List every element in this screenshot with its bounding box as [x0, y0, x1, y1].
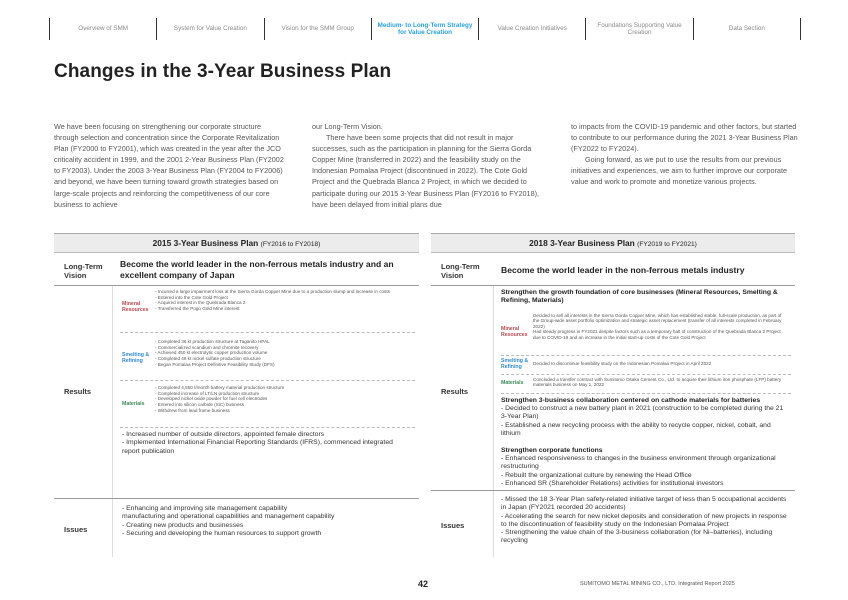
- issues-label: Issues: [441, 521, 465, 530]
- results-heading-2: Strengthen 3-business collaboration centered on cathode materials for batteries: [501, 397, 761, 404]
- plan-2018-panel: [431, 233, 795, 555]
- results-list-2: - Decided to construct a new battery plant in 2021 (construction to be completed during the 21 3-Year Plan) - Established a new recycling process with the ability to recycle copper, nickel, cobalt, and lithium: [501, 405, 784, 437]
- materials-list: Concluded a transfer contract with Sumitomo Osaka Cement Co., Ltd. to acquire their lithium iron phosphate (LFP) battery materials business on May 1, 2022: [533, 377, 782, 388]
- materials-label: Materials: [122, 401, 145, 407]
- page-number: 42: [418, 579, 429, 589]
- divider: [120, 332, 415, 333]
- mineral-list: - Incurred a large impairment loss at the Sierra Gorda Copper Mine due to a production slump and increase in costs - Entered into the Cote Gold Project - Acquired interest in the Quebrada Blanca 2 - Transferred the Pogo Gold Mine interest: [155, 289, 390, 312]
- issues-list: - Missed the 18 3-Year Plan safety-related initiative target of less than 5 occupational accidents in Japan (FY2021 recorded 20 accidents) - Accelerating the search for new nickel deposits and consideration of new projects in response to the discontinuation of feasibility study on the Indonesian Pomalaa Project - Strengthening the value chain of the 3-business collaboration (for Ni–batteries), including recycling: [501, 496, 787, 545]
- materials-list: - Completed 4,550 t/month battery material production structure - Completed increase of LT/LN production structure - Developed nickel oxide powder for fuel cell electrodes - Entered into silicon carbide (SiC) business - Withdrew from lead frame business: [155, 385, 285, 413]
- intro-text-2a: our Long-Term Vision.: [312, 122, 383, 131]
- divider: [501, 355, 791, 356]
- plan-2018-title: 2018 3-Year Business Plan: [529, 238, 635, 248]
- mineral-list: Decided to sell all interests in the Sierra Gorda Copper Mine, which has established stable, full-scale production, as part of the Group-wide asset portfolio optimization and strategic asset replacement (transfer of all interests completed in February 2022) Had steady progress in FY2021 despite factors such as a temporary halt of construction of the Quebrada Blanca 2 Project due to COVID-19 and an increase in the initial start-up costs of the Cote Gold Project: [533, 313, 782, 340]
- tab-foundations[interactable]: Foundations Supporting Value Creation: [585, 18, 692, 40]
- footer-company: SUMITOMO METAL MINING CO., LTD. Integrated Report 2025: [580, 581, 735, 587]
- intro-col-1: [54, 121, 286, 210]
- page-title: Changes in the 3-Year Business Plan: [54, 61, 392, 82]
- plan-2015-title: 2015 3-Year Business Plan: [152, 238, 259, 248]
- vision-text: Become the world leader in the non-ferrous metals industry and an excellent company of Japan: [120, 259, 394, 280]
- plan-2018-years: (FY2019 to FY2021): [637, 241, 697, 248]
- vision-label: Long-Term Vision: [441, 262, 480, 280]
- issues-label: Issues: [64, 525, 88, 534]
- vision-label: Long-Term Vision: [64, 262, 103, 280]
- vision-row: [54, 252, 419, 284]
- intro-col-3: [571, 121, 803, 188]
- divider: [120, 380, 415, 381]
- tab-vision[interactable]: Vision for the SMM Group: [264, 18, 371, 40]
- other-results: - Increased number of outside directors, appointed female directors - Implemented International Financial Reporting Standards (IFRS), commenced integrated report publication: [122, 431, 393, 455]
- divider: [501, 374, 791, 375]
- smelting-list: Decided to discontinue feasibility study on the Indonesian Pomalaa Project in April 2022: [533, 361, 712, 366]
- plan-2015-panel: [54, 233, 419, 555]
- mineral-label: Mineral Resources: [122, 301, 149, 314]
- intro-col-2: [312, 121, 544, 210]
- results-label: Results: [441, 387, 469, 396]
- smelting-label: Smelting & Refining: [122, 352, 150, 365]
- results-label: Results: [64, 387, 92, 396]
- issues-row: [54, 498, 419, 556]
- vision-text: Become the world leader in the non-ferrous metals industry: [501, 265, 745, 275]
- vision-row: [431, 252, 795, 284]
- materials-label: Materials: [501, 380, 524, 386]
- divider: [501, 393, 791, 394]
- intro-text-1: We have been focusing on strengthening our corporate structure through selection and concentration since the Corporate Revitalization Plan (FY2000 to FY2001), which was created in the year after the JCO criticality accident in 1999, and the 2001 2-Year Business Plan (FY2002 to FY2003). Under the 2003 3-Year Business Plan (FY2004 to FY2006) and beyond, we have been turning toward growth strategies based on large-scale projects and reinforcing the competitiveness of our core business to achieve: [54, 122, 284, 209]
- tab-initiatives[interactable]: Value Creation Initiatives: [478, 18, 585, 40]
- divider: [493, 286, 494, 499]
- tab-system[interactable]: System for Value Creation: [156, 18, 263, 40]
- results-heading-1: Strengthen the growth foundation of core businesses (Mineral Resources, Smelting & Refining, Materials): [501, 289, 778, 305]
- results-row: [54, 285, 419, 498]
- divider: [112, 286, 113, 499]
- plan-2015-header: [54, 234, 419, 252]
- issues-row: [431, 490, 795, 556]
- smelting-list: - Completed 36 kt production structure at Taganito HPAL - Commercialized scandium and chromite recovery - Achieved 450 kt electrolytic copper production volume - Completed 49 kt nickel sulfate production structure - Began Pomalaa Project Definitive Feasibility Study (DFS): [155, 339, 275, 367]
- results-row: [431, 285, 795, 498]
- tab-strategy[interactable]: Medium- to Long-Term Strategy for Value Creation: [371, 18, 478, 40]
- smelting-label: Smelting & Refining: [501, 358, 529, 371]
- plan-2018-header: [431, 234, 795, 252]
- mineral-label: Mineral Resources: [501, 326, 528, 339]
- results-list-3: - Enhanced responsiveness to changes in the business environment through organizational restructuring - Rebuilt the organizational culture by renewing the Head Office - Enhanced SR (Shareholder Relations) activities for institutional investors: [501, 455, 776, 487]
- results-heading-3: Strengthen corporate functions: [501, 447, 603, 454]
- plan-2015-years: (FY2016 to FY2018): [260, 241, 321, 248]
- tab-data[interactable]: Data Section: [693, 18, 801, 40]
- section-nav: [49, 18, 801, 40]
- divider: [493, 491, 494, 557]
- tab-overview[interactable]: Overview of SMM: [49, 18, 156, 40]
- intro-text-3a: to impacts from the COVID-19 pandemic and other factors, but started to contribute to our performance during the 2021 3-Year Business Plan (FY2022 to FY2024).: [571, 122, 798, 154]
- intro-text-2b: There have been some projects that did not result in major successes, such as the participation in planning for the Sierra Gorda Copper Mine (transferred in 2022) and the feasibility study on the Indonesian Pomalaa Project (discontinued in 2022). The Cote Gold Project and the Quebrada Blanca 2 Project, in which we decided to participate during our 2015 3-Year Business Plan (FY2016 to FY2018), have been delayed from initial plans due: [312, 133, 540, 209]
- divider: [120, 427, 415, 428]
- intro-text-3b: Going forward, as we put to use the results from our previous initiatives and experiences, we aim to further improve our corporate value and work to promote and monetize various projects.: [571, 155, 787, 187]
- issues-list: - Enhancing and improving site management capability manufacturing and operational capabilities and management capability - Creating new products and businesses - Securing and developing the human resources to support growth: [122, 505, 335, 537]
- divider: [112, 499, 113, 557]
